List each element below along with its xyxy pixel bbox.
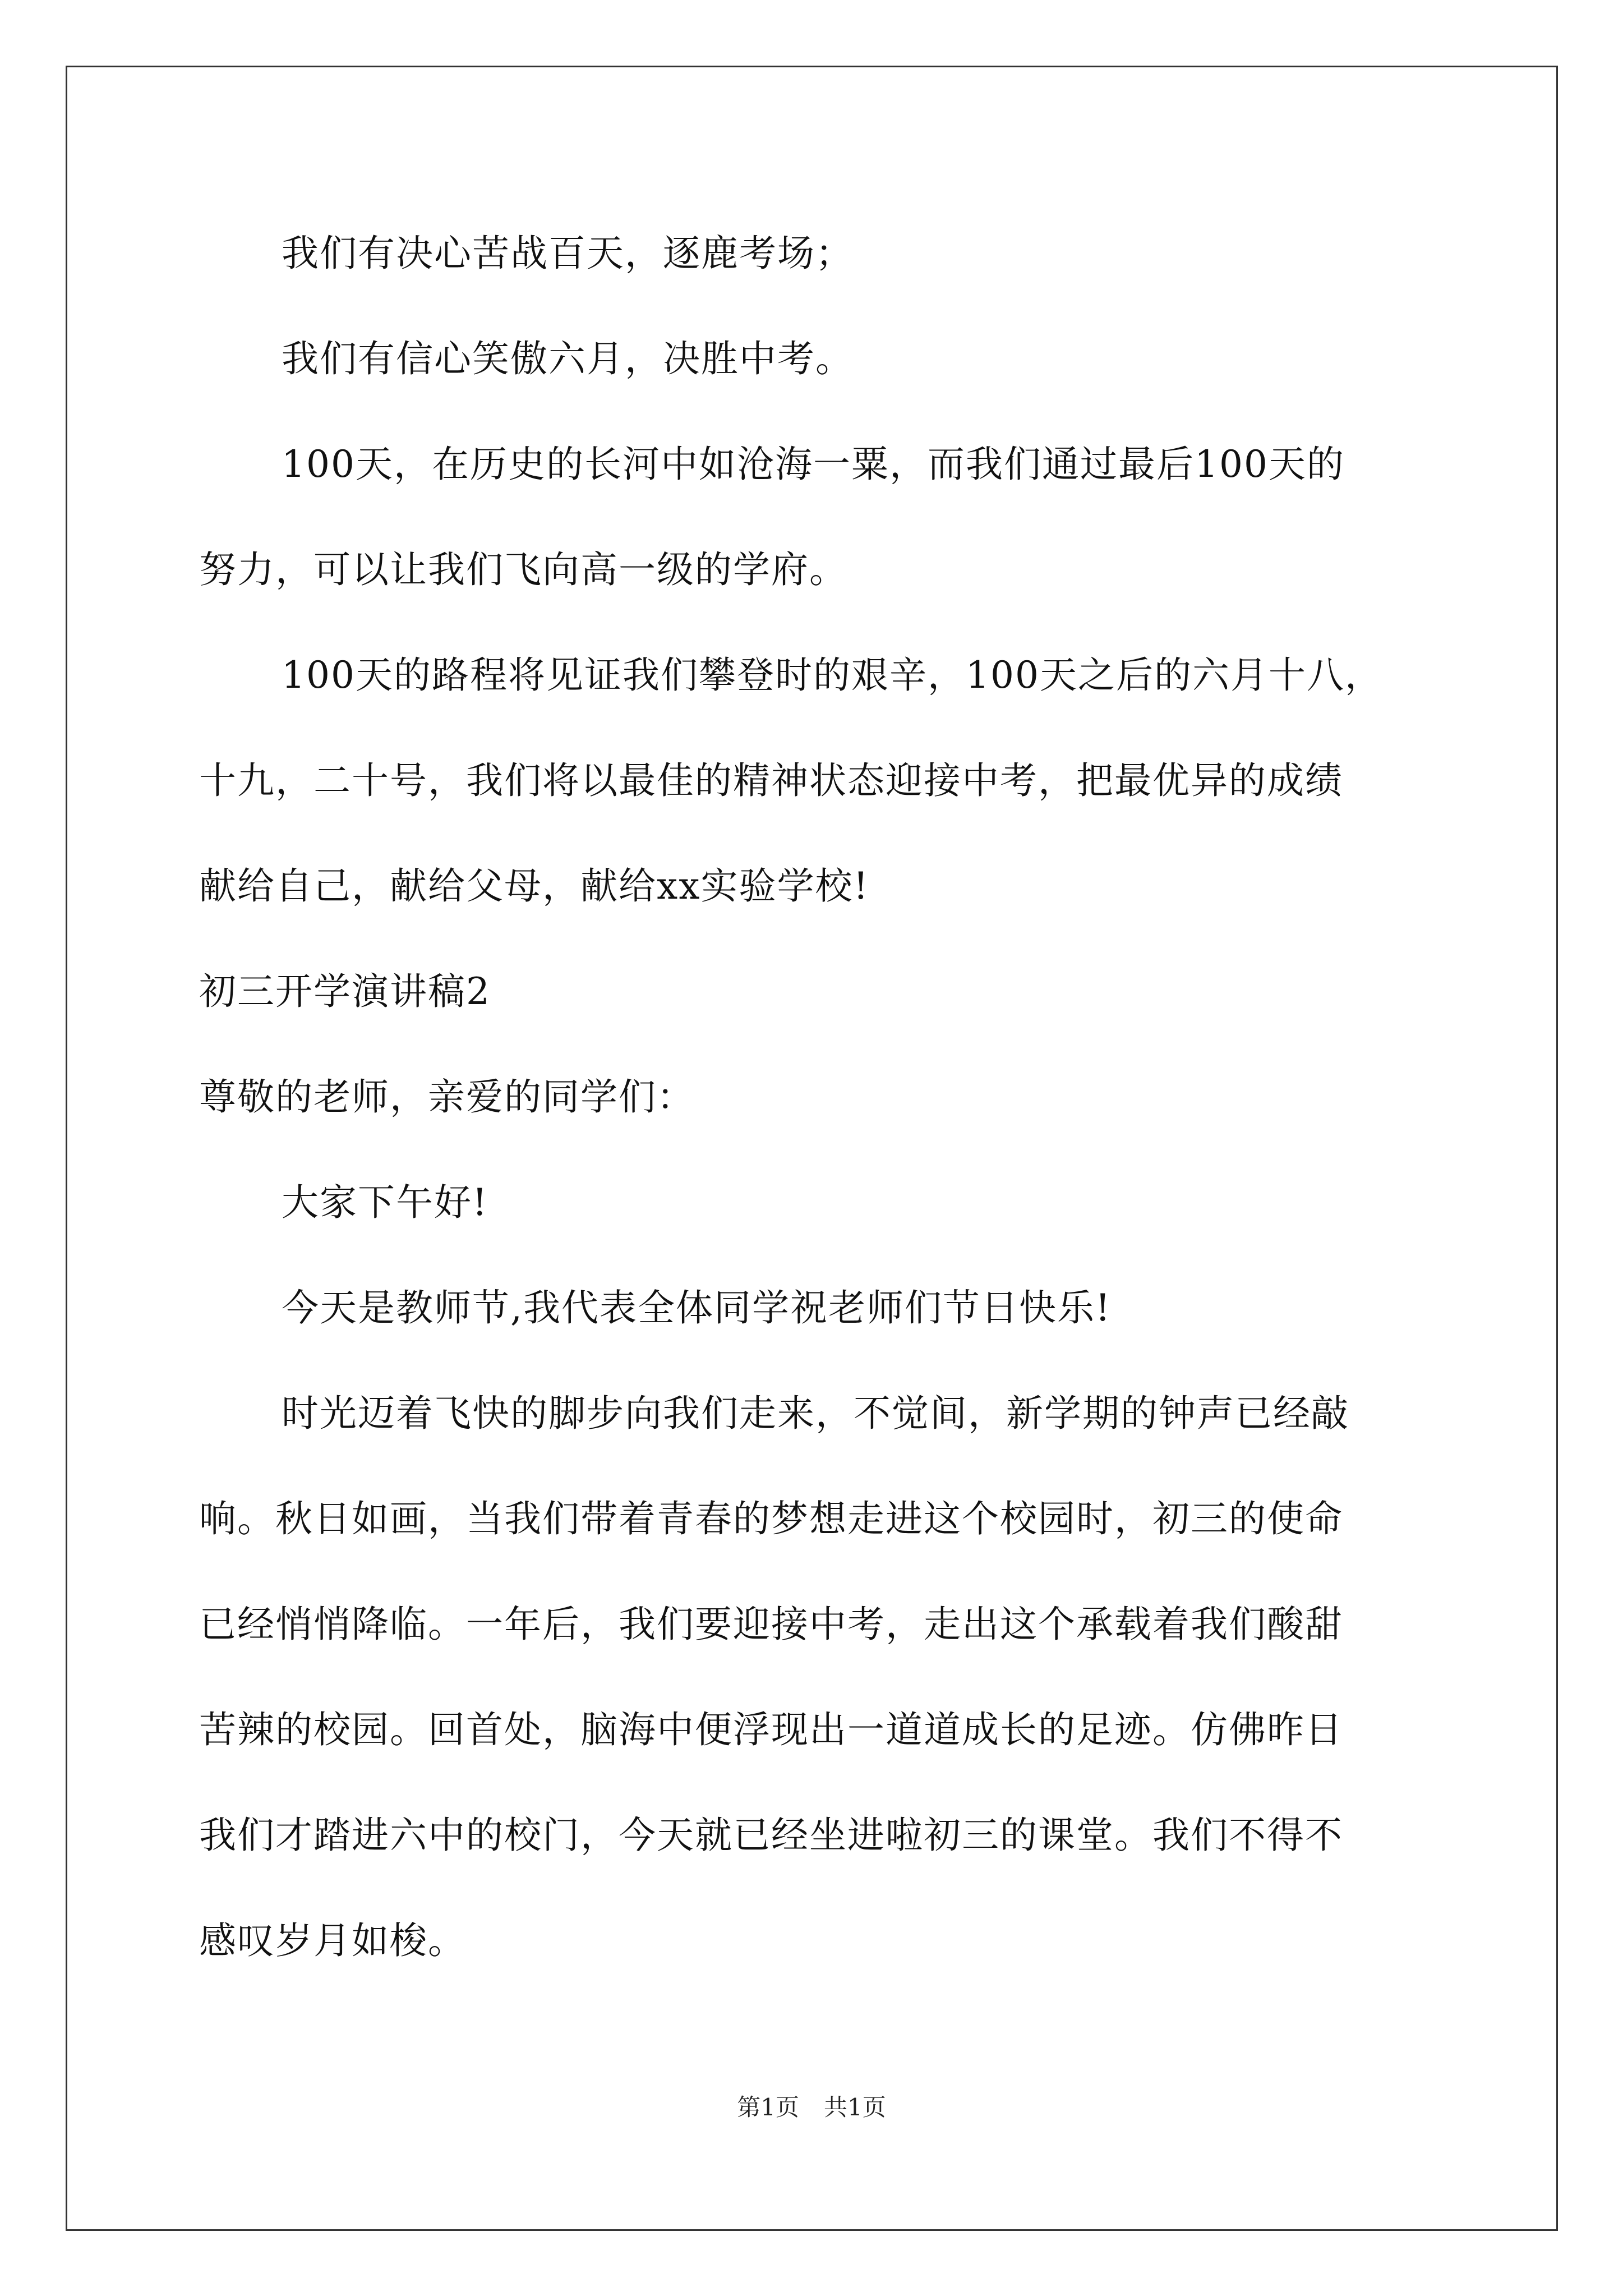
body-line: 时光迈着飞快的脚步向我们走来，不觉间，新学期的钟声已经敲 (282, 1392, 1349, 1435)
salutation: 尊敬的老师，亲爱的同学们： (199, 1075, 695, 1119)
body-line: 感叹岁月如梭。 (199, 1919, 466, 1962)
body-line: 我们有决心苦战百天，逐鹿考场； (282, 232, 854, 275)
body-line: 100天，在历史的长河中如沧海一粟，而我们通过最后100天的 (282, 443, 1345, 486)
page-footer (0, 2093, 1623, 2121)
body-line: 今天是教师节,我代表全体同学祝老师们节日快乐! (282, 1286, 1112, 1329)
body-line: 100天的路程将见证我们攀登时的艰辛，100天之后的六月十八， (282, 654, 1383, 697)
body-line: 努力，可以让我们飞向高一级的学府。 (199, 548, 847, 591)
body-line: 我们有信心笑傲六月，决胜中考。 (282, 337, 854, 380)
body-line: 十九，二十号，我们将以最佳的精神状态迎接中考，把最优异的成绩 (199, 759, 1343, 802)
body-line: 响。秋日如画，当我们带着青春的梦想走进这个校园时，初三的使命 (199, 1497, 1343, 1540)
body-line: 献给自己，献给父母，献给xx实验学校! (199, 864, 869, 908)
section-heading: 初三开学演讲稿2 (199, 970, 491, 1013)
body-line: 苦辣的校园。回首处，脑海中便浮现出一道道成长的足迹。仿佛昨日 (199, 1708, 1343, 1751)
body-line: 已经悄悄降临。一年后，我们要迎接中考，走出这个承载着我们酸甜 (199, 1603, 1343, 1646)
page-number: 第1页 (737, 2093, 799, 2121)
body-line: 我们才踏进六中的校门，今天就已经坐进啦初三的课堂。我们不得不 (199, 1814, 1343, 1857)
page-total: 共1页 (824, 2093, 886, 2121)
greeting-line: 大家下午好! (282, 1181, 488, 1224)
page-frame (66, 66, 1558, 2231)
